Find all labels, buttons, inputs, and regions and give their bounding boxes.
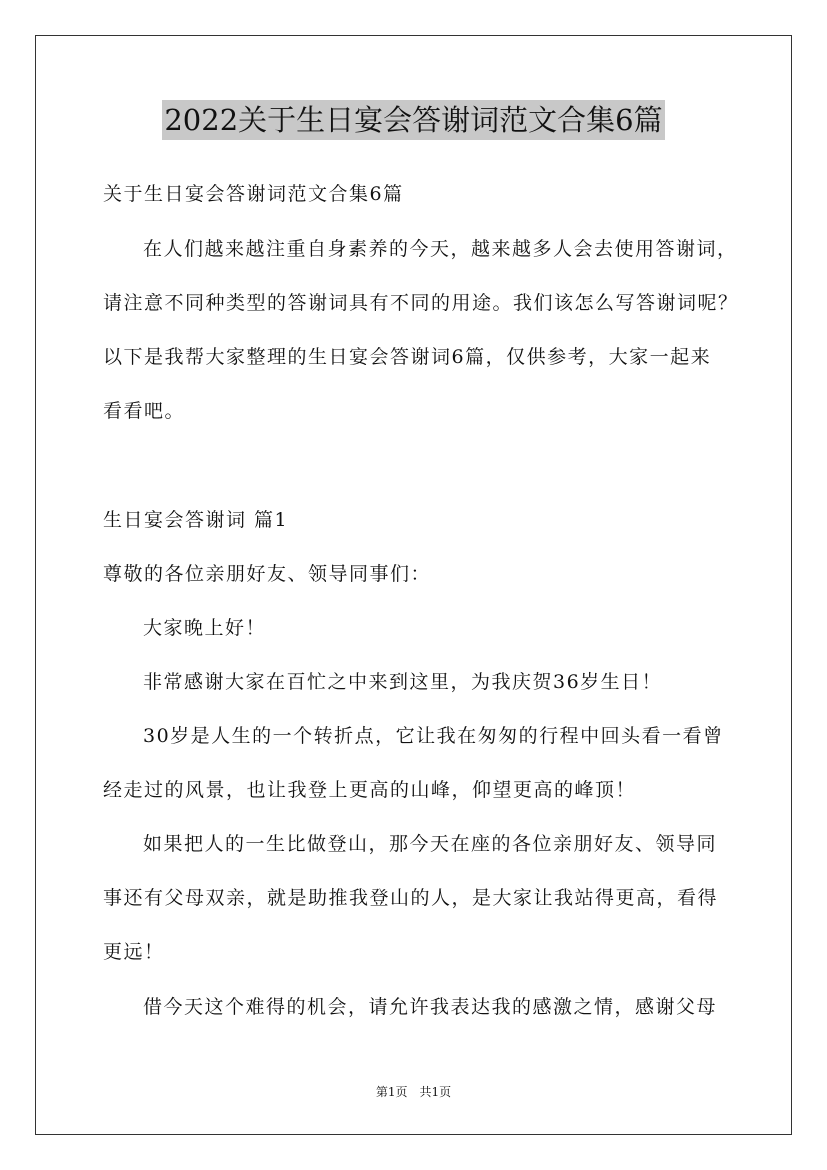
- body-line-6: 事还有父母双亲，就是助推我登山的人，是大家让我站得更高，看得: [103, 887, 719, 909]
- body-line-2: 非常感谢大家在百忙之中来到这里，为我庆贺36岁生日！: [143, 671, 663, 693]
- intro-line-3: 以下是我帮大家整理的生日宴会答谢词6篇，仅供参考，大家一起来: [103, 346, 712, 368]
- intro-line-2: 请注意不同种类型的答谢词具有不同的用途。我们该怎么写答谢词呢？: [103, 292, 739, 314]
- document-subtitle: 关于生日宴会答谢词范文合集6篇: [103, 183, 404, 205]
- body-line-8: 借今天这个难得的机会，请允许我表达我的感激之情，感谢父母: [143, 996, 718, 1018]
- document-title: 2022关于生日宴会答谢词范文合集6篇: [162, 100, 664, 140]
- body-line-5: 如果把人的一生比做登山，那今天在座的各位亲朋好友、领导同: [143, 833, 718, 855]
- section-heading: 生日宴会答谢词 篇1: [103, 509, 289, 531]
- salutation: 尊敬的各位亲朋好友、领导同事们：: [103, 563, 432, 585]
- body-line-7: 更远！: [103, 941, 165, 963]
- intro-line-1: 在人们越来越注重自身素养的今天，越来越多人会去使用答谢词，: [143, 238, 738, 260]
- title-container: [0, 100, 827, 140]
- body-line-3: 30岁是人生的一个转折点，它让我在匆匆的行程中回头看一看曾: [143, 725, 724, 747]
- page-footer: 第1页 共1页: [375, 1085, 452, 1099]
- body-line-1: 大家晚上好！: [143, 617, 267, 639]
- body-line-4: 经走过的风景，也让我登上更高的山峰，仰望更高的峰顶！: [103, 779, 637, 801]
- intro-line-4: 看看吧。: [103, 400, 186, 422]
